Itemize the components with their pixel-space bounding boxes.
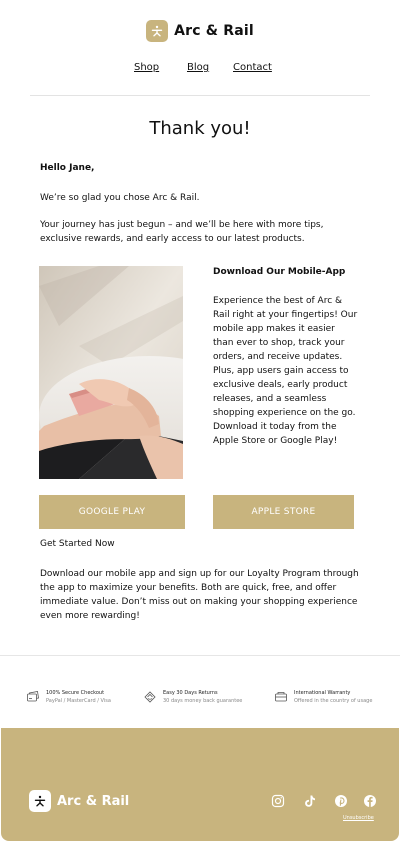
apple-store-button[interactable]: APPLE STORE	[213, 495, 354, 529]
feature-secure-checkout	[26, 689, 111, 705]
nav-link-blog[interactable]: Blog	[187, 62, 210, 73]
footer-brand[interactable]	[29, 790, 129, 812]
tiktok-icon[interactable]	[303, 794, 317, 808]
greeting: Hello Jane,	[40, 163, 95, 173]
header-divider	[30, 95, 370, 96]
app-section-title: Download Our Mobile-App	[213, 267, 346, 277]
hands-with-phone-photo	[39, 266, 183, 479]
header	[0, 20, 400, 42]
brand-name: Arc & Rail	[174, 23, 254, 39]
google-play-button[interactable]: GOOGLE PLAY	[39, 495, 185, 529]
feature-subtitle: 30 days money back guarantee	[163, 698, 243, 704]
features-divider	[0, 655, 400, 656]
feature-returns	[143, 689, 242, 705]
warranty-icon	[274, 690, 288, 704]
nav-link-contact[interactable]: Contact	[233, 62, 272, 73]
feature-warranty	[274, 689, 372, 705]
instagram-icon[interactable]	[271, 794, 285, 808]
get-started-link[interactable]: Get Started Now	[40, 539, 115, 549]
footer-brand-name: Arc & Rail	[57, 793, 130, 809]
returns-icon	[143, 690, 157, 704]
brand-logo-icon	[29, 790, 51, 812]
feature-subtitle: PayPal / MasterCard / Visa	[46, 698, 111, 704]
footer	[1, 728, 399, 841]
facebook-icon[interactable]	[363, 794, 377, 808]
journey-paragraph: Your journey has just begun – and we’ll be here with more tips, exclusive rewards, and early access to our latest products.	[40, 220, 324, 244]
app-section-body: Experience the best of Arc & Rail right at your fingertips! Our mobile app makes it easier than ever to shop, track your orders, and receive updates. Plus, app users gain access to exclusive deals, early product releases, and a seamless shopping experience on the go. Download it today from the Apple Store or Google Play!	[213, 296, 358, 446]
intro-paragraph: We’re so glad you chose Arc & Rail.	[40, 193, 200, 203]
feature-title: 100% Secure Checkout	[46, 690, 105, 696]
feature-subtitle: Offered in the country of usage	[294, 698, 373, 704]
feature-title: International Warranty	[294, 690, 351, 696]
loyalty-paragraph: Download our mobile app and sign up for our Loyalty Program through the app to maximize your benefits. Both are quick, free, and offer immediate value. Don’t miss out on making your shopping experience even more rewarding!	[40, 569, 359, 621]
feature-title: Easy 30 Days Returns	[163, 690, 218, 696]
brand-logo-icon	[146, 20, 168, 42]
secure-checkout-icon	[26, 690, 40, 704]
unsubscribe-link[interactable]: Unsubscribe	[343, 815, 374, 821]
pinterest-icon[interactable]	[334, 794, 348, 808]
page-title: Thank you!	[149, 118, 251, 139]
nav-link-shop[interactable]: Shop	[134, 62, 160, 73]
